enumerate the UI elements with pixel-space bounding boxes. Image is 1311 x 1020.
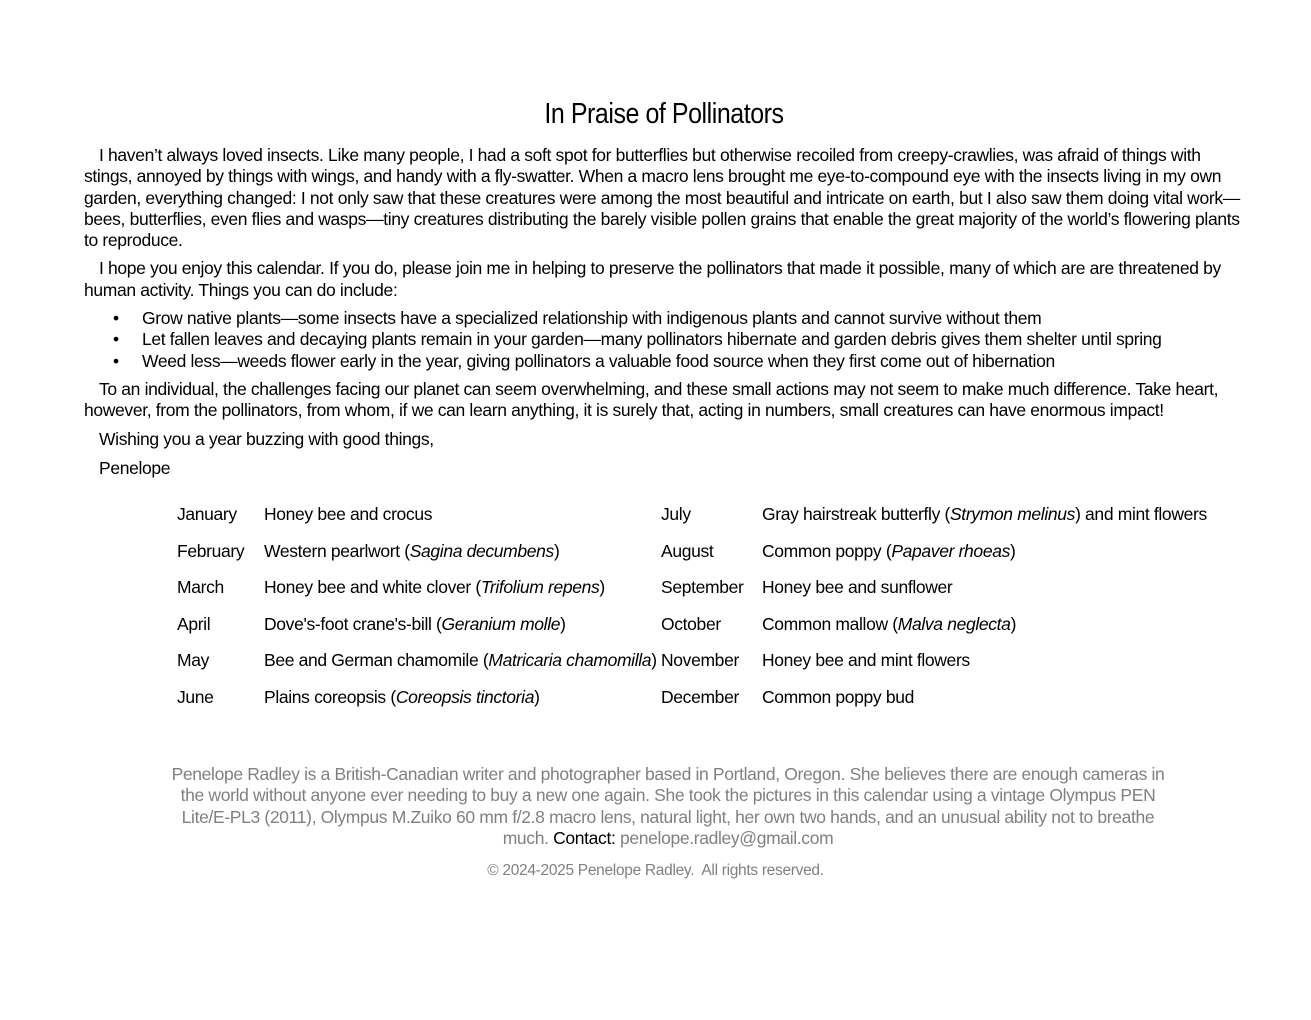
month-row [177, 537, 657, 574]
month-name: January [177, 504, 237, 524]
description-text: Bee and German chamomile ( [264, 650, 489, 671]
month-row [661, 573, 1207, 610]
tip-text: Grow native plants—some insects have a specialized relationship with indigenous plants and cannot survive without them [142, 308, 1042, 329]
month-name: July [661, 504, 691, 524]
intro-paragraph-3: To an individual, the challenges facing our planet can seem overwhelming, and these small actions may not seem to make much difference. Take heart, however, from the pollinators, from whom, if we can learn anything, it is surely that, acting in numbers, small creatures can have enormous impact! [84, 378, 1219, 421]
tip-item [84, 329, 1244, 350]
month-name: May [177, 650, 210, 671]
description-text: ) [599, 577, 605, 598]
month-description [762, 610, 1016, 638]
month-name: October [661, 613, 721, 634]
description-text: ) and mint flowers [1075, 504, 1207, 524]
month-row [177, 500, 657, 537]
description-text: Honey bee and white clover ( [264, 577, 481, 598]
month-description [264, 646, 657, 674]
description-text: ) [1009, 540, 1016, 561]
month-row [177, 610, 657, 647]
months-column-right [661, 500, 1207, 720]
month-name: June [177, 686, 214, 707]
tip-text: Weed less—weeds flower early in the year, giving pollinators a valuable food source when they first come out of hibernation [142, 350, 1055, 371]
latin-name: Coreopsis tinctoria [395, 686, 535, 707]
contact-email[interactable]: penelope.radley@gmail.com [620, 827, 834, 848]
month-name: February [177, 540, 245, 561]
page-title: In Praise of Pollinators [544, 98, 784, 130]
month-description [762, 573, 952, 601]
author-bio [160, 764, 1176, 849]
latin-name: Malva neglecta [897, 613, 1011, 634]
bullet-icon: • [113, 329, 119, 350]
latin-name: Strymon melinus [949, 504, 1076, 524]
month-description [264, 537, 559, 565]
month-row [177, 646, 657, 683]
tip-item [84, 308, 1244, 329]
month-row [661, 500, 1207, 537]
month-description [264, 500, 432, 528]
month-name: March [177, 577, 224, 598]
month-row [661, 646, 1207, 683]
tips-list [84, 308, 1244, 372]
description-text: ) [651, 650, 657, 671]
month-row [661, 610, 1207, 647]
latin-name: Trifolium repens [480, 577, 600, 598]
copyright-notice: © 2024-2025 Penelope Radley. All rights reserved. [487, 862, 824, 879]
month-name: December [661, 686, 739, 707]
description-text: ) [1010, 613, 1017, 634]
tip-item [84, 351, 1244, 372]
intro-body [84, 145, 1244, 479]
tip-text: Let fallen leaves and decaying plants remain in your garden—many pollinators hibernate and garden debris gives them shelter until spring [142, 329, 1162, 350]
month-name: September [661, 577, 744, 598]
closing-line: Wishing you a year buzzing with good things, [99, 428, 434, 449]
month-name: April [177, 613, 211, 634]
description-text: ) [534, 686, 540, 707]
description-text: Common poppy bud [762, 686, 914, 707]
months-column-left [177, 500, 657, 720]
description-text: Common poppy ( [762, 540, 892, 561]
month-description [762, 683, 914, 711]
signature: Penelope [99, 457, 171, 478]
description-text: Honey bee and crocus [264, 504, 433, 524]
intro-paragraph-1: I haven’t always loved insects. Like many people, I had a soft spot for butterflies but otherwise recoiled from creepy-crawlies, was afraid of things with stings, annoyed by things with wings, and handy with a fly-swatter. When a macro lens brought me eye-to-compound eye with the insects living in my own garden, everything changed: I not only saw that these creatures were among the most beautiful and intricate on earth, but I also saw them doing vital work—bees, butterflies, even flies and wasps—tiny creatures distributing the barely visible pollen grains that enable the great majority of the world’s flowering plants to reproduce. [84, 145, 1240, 251]
month-name: August [661, 540, 714, 561]
month-description [264, 573, 605, 601]
description-text: Honey bee and sunflower [762, 577, 953, 598]
description-text: Honey bee and mint flowers [762, 650, 970, 671]
description-text: Dove's-foot crane's-bill ( [264, 613, 442, 634]
intro-paragraph-2: I hope you enjoy this calendar. If you do, please join me in helping to preserve the pollinators that made it possible, many of which are are threatened by human activity. Things you can do include: [84, 258, 1221, 300]
description-text: Western pearlwort ( [264, 540, 410, 561]
bio-text: Penelope Radley is a British-Canadian writer and photographer based in Portland, Oregon. She believes there are enough cameras in the world without anyone ever needing to buy a new one again. She took the pictures in this calendar using a vintage Olympus PEN Lite/E-PL3 (2011), Olympus M.Zuiko 60 mm f/2.8 macro lens, natural light, her own two hands, and an unusual ability not to breathe much. [171, 764, 1165, 848]
month-row [661, 683, 1207, 720]
description-text: ) [553, 540, 560, 561]
month-row [177, 573, 657, 610]
contact-label: Contact: [553, 827, 616, 848]
month-description [762, 646, 970, 674]
month-row [661, 537, 1207, 574]
latin-name: Geranium molle [441, 613, 561, 634]
month-description [264, 683, 540, 711]
month-row [177, 683, 657, 720]
description-text: ) [560, 613, 566, 634]
latin-name: Matricaria chamomilla [488, 650, 652, 671]
latin-name: Papaver rhoeas [891, 540, 1010, 561]
description-text: Gray hairstreak butterfly ( [762, 504, 950, 524]
description-text: Common mallow ( [762, 613, 898, 634]
month-description [762, 500, 1207, 528]
latin-name: Sagina decumbens [409, 540, 554, 561]
description-text: Plains coreopsis ( [264, 686, 396, 707]
month-description [264, 610, 566, 638]
month-name: November [661, 650, 739, 671]
bullet-icon: • [113, 308, 119, 329]
bullet-icon: • [113, 350, 119, 371]
month-description [762, 537, 1015, 565]
intro-section [84, 98, 1244, 487]
